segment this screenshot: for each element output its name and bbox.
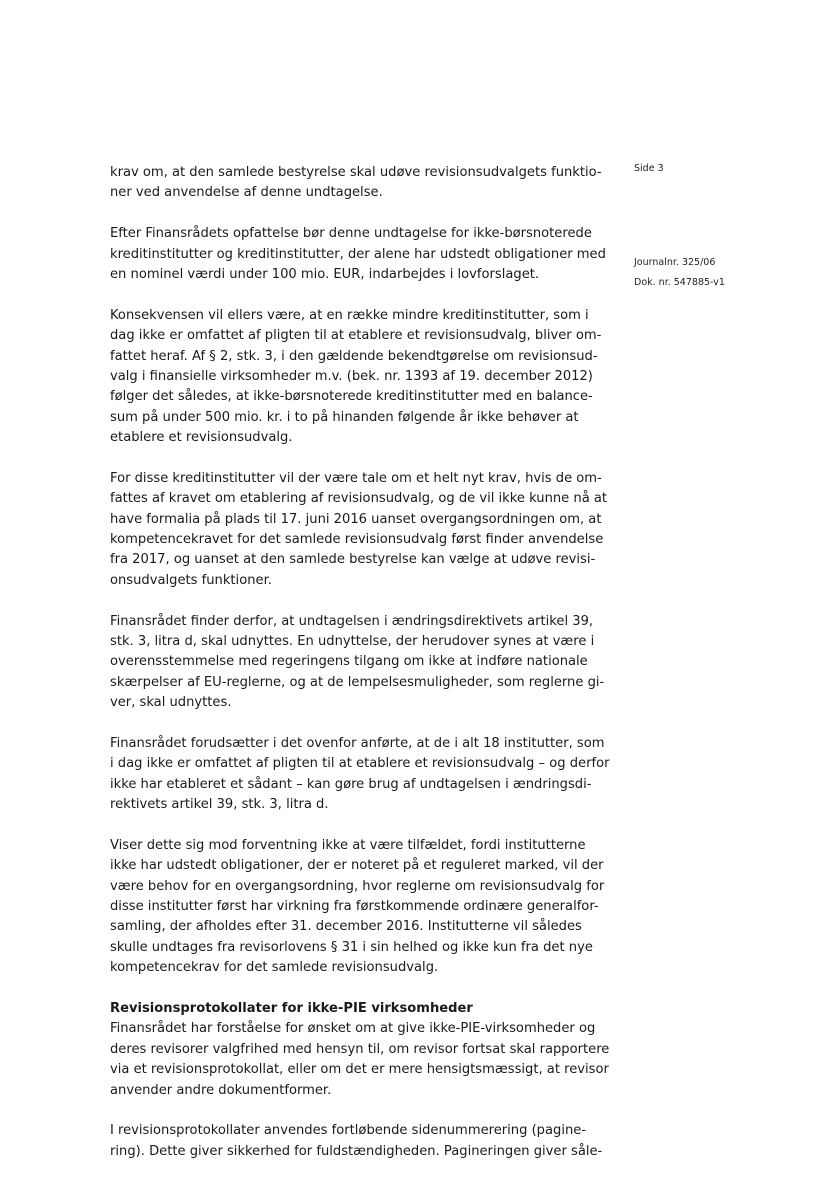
document-number: Dok. nr. 547885-v1: [634, 277, 725, 288]
text-line: via et revisionsprotokollat, eller om det er mere hensigtsmæssigt, at revisor: [110, 1062, 609, 1078]
text-line: anvender andre dokumentformer.: [110, 1082, 332, 1098]
paragraph-1: [110, 163, 602, 204]
paragraph-section-2: [110, 1121, 603, 1162]
page-number-label: Side 3: [634, 163, 664, 174]
journal-number: Journalnr. 325/06: [634, 257, 716, 268]
text-line: krav om, at den samlede bestyrelse skal udøve revisionsudvalgets funktio-: [110, 165, 602, 180]
text-line: have formalia på plads til 17. juni 2016 uanset overgangsordningen om, at: [110, 511, 602, 527]
text-line: Finansrådet har forståelse for ønsket om at give ikke-PIE-virksomheder og: [110, 1021, 596, 1037]
text-line: ner ved anvendelse af denne undtagelse.: [110, 185, 383, 201]
section-heading: Revisionsprotokollater for ikke-PIE virksomheder: [110, 1001, 473, 1017]
text-line: ver, skal udnyttes.: [110, 695, 232, 711]
text-line: ikke har udstedt obligationer, der er noteret på et reguleret marked, vil der: [110, 858, 604, 874]
body-text: [110, 163, 610, 1183]
text-line: Finansrådet forudsætter i det ovenfor anførte, at de i alt 18 institutter, som: [110, 735, 605, 751]
text-line: kompetencekravet for det samlede revisionsudvalg først finder anvendelse: [110, 532, 604, 548]
text-line: samling, der afholdes efter 31. december 2016. Institutterne vil således: [110, 919, 582, 935]
text-line: fattes af kravet om etablering af revisionsudvalg, og de vil ikke kunne nå at: [110, 491, 608, 507]
text-line: dag ikke er omfattet af pligten til at etablere et revisionsudvalg, bliver om-: [110, 328, 602, 344]
text-line: kreditinstitutter og kreditinstitutter, der alene har udstedt obligationer med: [110, 246, 606, 262]
text-line: følger det således, at ikke-børsnoterede kreditinstitutter med en balance-: [110, 389, 593, 405]
text-line: fattet heraf. Af § 2, stk. 3, i den gældende bekendtgørelse om revisionsud-: [110, 348, 598, 364]
text-line: For disse kreditinstitutter vil der være tale om et helt nyt krav, hvis de om-: [110, 470, 602, 486]
paragraph-6: [110, 734, 610, 816]
text-line: Viser dette sig mod forventning ikke at være tilfældet, fordi institutterne: [110, 837, 586, 853]
text-line: ikke har etableret et sådant – kan gøre brug af undtagelsen i ændringsdi-: [110, 776, 592, 792]
text-line: stk. 3, litra d, skal udnyttes. En udnyttelse, der herudover synes at være i: [110, 633, 595, 649]
text-line: fra 2017, og uanset at den samlede bestyrelse kan vælge at udøve revisi-: [110, 552, 596, 568]
paragraph-2: [110, 224, 606, 285]
text-line: i dag ikke er omfattet af pligten til at etablere et revisionsudvalg – og derfor: [110, 756, 610, 772]
text-line: en nominel værdi under 100 mio. EUR, indarbejdes i lovforslaget.: [110, 266, 540, 282]
text-line: sum på under 500 mio. kr. i to på hinanden følgende år ikke behøver at: [110, 409, 579, 425]
text-line: Konsekvensen vil ellers være, at en række mindre kreditinstitutter, som i: [110, 307, 589, 323]
section-revisionsprotokollater: [110, 999, 610, 1101]
text-line: Efter Finansrådets opfattelse bør denne undtagelse for ikke-børsnoterede: [110, 226, 592, 242]
text-line: skærpelser af EU-reglerne, og at de lempelsesmuligheder, som reglerne gi-: [110, 674, 605, 690]
paragraph-4: [110, 469, 608, 591]
text-line: deres revisorer valgfrihed med hensyn til, om revisor fortsat skal rapportere: [110, 1041, 610, 1057]
text-line: I revisionsprotokollater anvendes fortløbende sidenummerering (pagine-: [110, 1123, 587, 1139]
text-line: være behov for en overgangsordning, hvor reglerne om revisionsudvalg for: [110, 878, 605, 894]
text-line: ring). Dette giver sikkerhed for fuldstændigheden. Pagineringen giver såle-: [110, 1143, 603, 1159]
text-line: overensstemmelse med regeringens tilgang om ikke at indføre nationale: [110, 654, 588, 670]
text-line: valg i finansielle virksomheder m.v. (bek. nr. 1393 af 19. december 2012): [110, 368, 593, 384]
text-line: disse institutter først har virkning fra førstkommende ordinære generalfor-: [110, 899, 599, 915]
text-line: Finansrådet finder derfor, at undtagelsen i ændringsdirektivets artikel 39,: [110, 613, 594, 629]
text-line: rektivets artikel 39, stk. 3, litra d.: [110, 797, 329, 813]
paragraph-3: [110, 306, 602, 449]
text-line: kompetencekrav for det samlede revisionsudvalg.: [110, 960, 439, 976]
paragraph-7: [110, 836, 605, 979]
paragraph-5: [110, 612, 605, 714]
text-line: etablere et revisionsudvalg.: [110, 430, 293, 446]
text-line: onsudvalgets funktioner.: [110, 572, 272, 588]
text-line: skulle undtages fra revisorlovens § 31 i sin helhed og ikke kun fra det nye: [110, 939, 593, 955]
